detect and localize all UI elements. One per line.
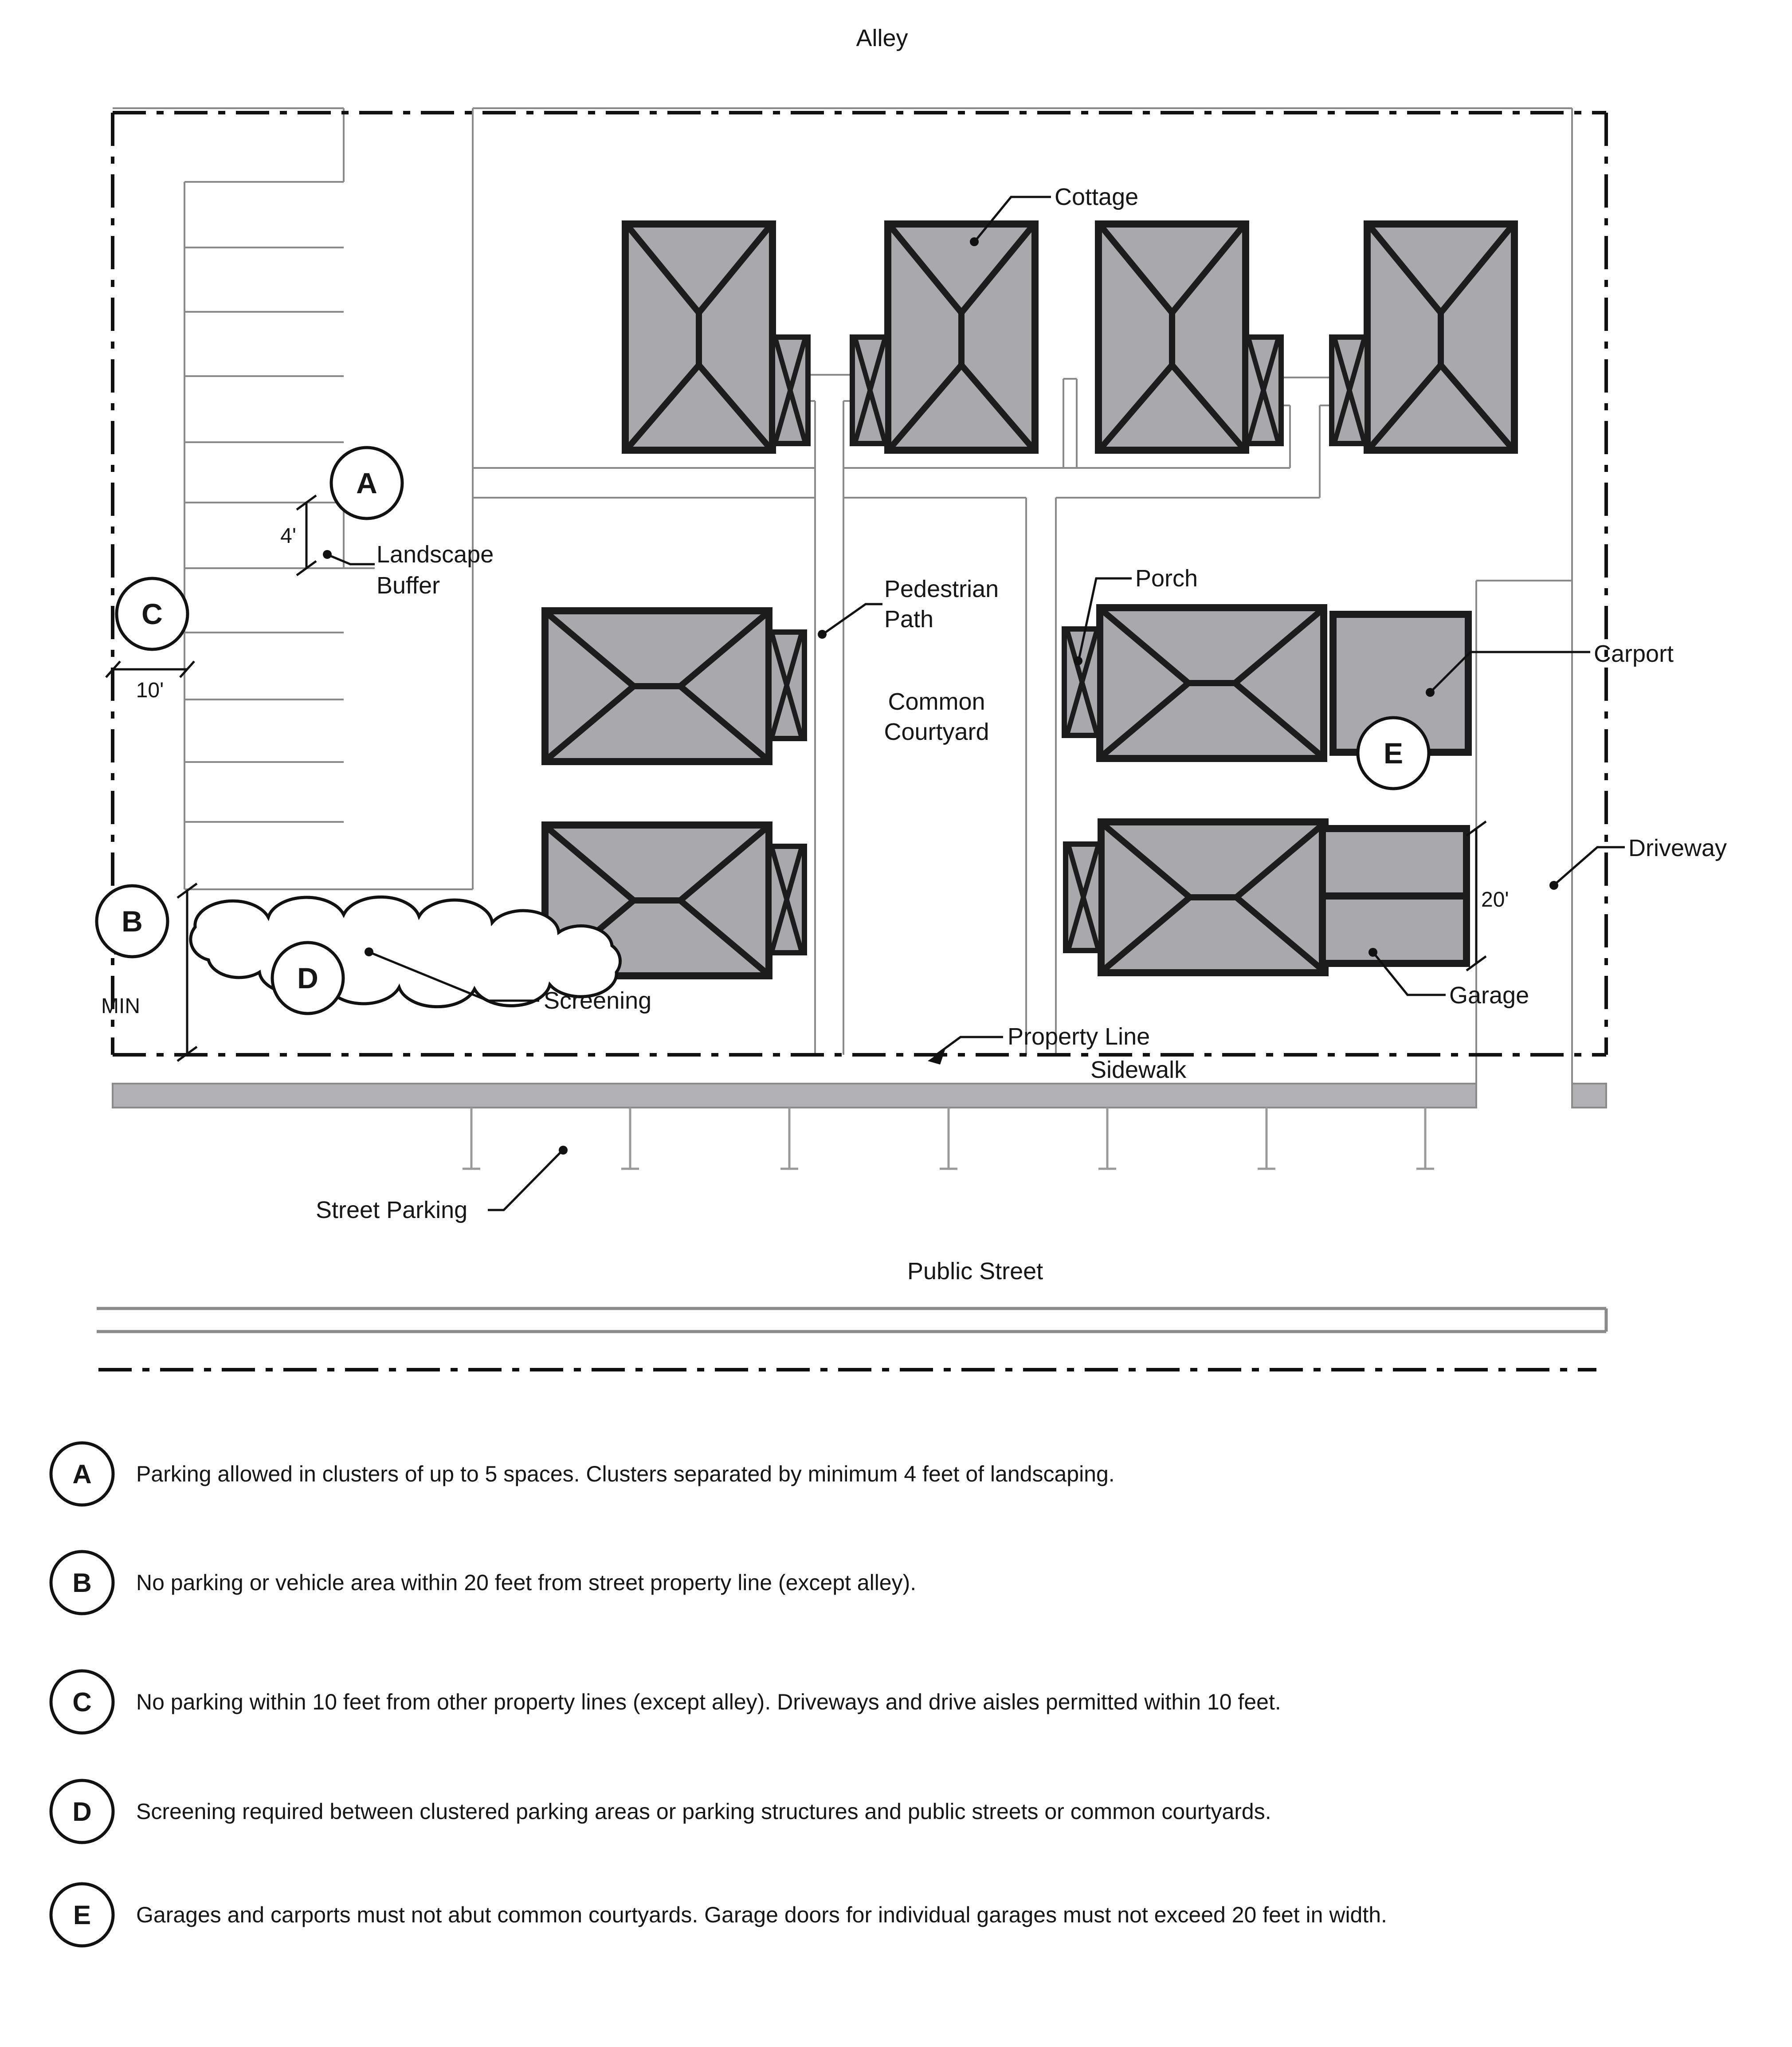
note-c-letter: C — [72, 1687, 92, 1717]
callout-c-letter: C — [141, 597, 163, 630]
garage-label: Garage — [1449, 982, 1529, 1009]
cottage-1 — [625, 224, 772, 450]
porch-cottage-1 — [772, 337, 808, 444]
landscape-buffer-leader — [329, 555, 375, 564]
dimension-landscape-buffer — [280, 495, 316, 575]
porch-cottage-2 — [852, 337, 888, 444]
pedestrian-path-label-line2: Path — [884, 606, 934, 633]
callout-b-letter: B — [122, 905, 143, 938]
driveway-label: Driveway — [1628, 835, 1727, 861]
common-courtyard-label-line2: Courtyard — [884, 719, 989, 745]
porch-cottage-3 — [1246, 337, 1281, 444]
callout-d-circle — [272, 943, 343, 1014]
note-row-b — [51, 1552, 916, 1614]
porch-cottage-8 — [1066, 844, 1101, 951]
porch-cottage-5 — [769, 632, 804, 739]
note-row-d — [51, 1780, 1271, 1843]
callout-a-letter: A — [356, 467, 377, 499]
callout-e-letter: E — [1383, 737, 1404, 770]
driveway-leader — [1555, 847, 1625, 884]
note-d-text: Screening required between clustered parking areas or parking structures and public streets or common courtyards. — [136, 1799, 1271, 1824]
notes-legend — [51, 1443, 1387, 1946]
sidewalk-label: Sidewalk — [1090, 1057, 1187, 1083]
public-street-label: Public Street — [907, 1258, 1043, 1285]
dim-10ft-label: 10' — [136, 679, 164, 702]
dim-min-label: MIN — [101, 994, 140, 1018]
callout-e-circle — [1358, 718, 1429, 789]
porch-cottage-4 — [1332, 337, 1367, 444]
sidewalk-band — [113, 1084, 1606, 1108]
pedestrian-path-leader — [824, 604, 882, 633]
cottage-2 — [888, 224, 1035, 450]
cottages-left-column — [545, 611, 804, 976]
note-a-letter: A — [72, 1459, 92, 1489]
cottage-8 — [1101, 822, 1325, 973]
porch-cottage-6 — [769, 846, 804, 953]
cottage-4 — [1367, 224, 1514, 450]
note-b-letter: B — [72, 1568, 92, 1598]
note-e-text: Garages and carports must not abut common courtyards. Garage doors for individual garages must not exceed 20 feet in width. — [136, 1902, 1387, 1927]
cottage-label: Cottage — [1055, 184, 1139, 210]
landscape-buffer-label-line1: Landscape — [376, 541, 494, 568]
cottage-5 — [545, 611, 769, 762]
note-row-a — [51, 1443, 1115, 1505]
street-parking-leader — [488, 1151, 561, 1210]
property-line-label: Property Line — [1008, 1023, 1150, 1050]
note-d-letter: D — [72, 1797, 92, 1827]
dim-garage-20ft-label: 20' — [1481, 888, 1509, 912]
cottages-right-column — [1064, 608, 1468, 973]
pedestrian-path-label-line1: Pedestrian — [884, 576, 999, 602]
callout-d-letter: D — [297, 962, 318, 994]
street-parking-ticks — [463, 1108, 1434, 1169]
note-c-text: No parking within 10 feet from other property lines (except alley). Driveways and drive aisles permitted within 10 feet. — [136, 1689, 1281, 1714]
dim-4ft-label: 4' — [280, 524, 296, 548]
note-b-text: No parking or vehicle area within 20 feet from street property line (except alley). — [136, 1570, 917, 1595]
screening-label: Screening — [544, 987, 652, 1014]
note-row-c — [51, 1671, 1281, 1733]
landscape-buffer-label-line2: Buffer — [376, 572, 440, 599]
callout-a-circle — [331, 448, 402, 519]
note-row-e — [51, 1884, 1387, 1946]
carport-label: Carport — [1594, 640, 1674, 667]
street-parking-label: Street Parking — [316, 1197, 468, 1223]
common-courtyard-label-line1: Common — [888, 688, 985, 715]
garage-structure — [1322, 829, 1467, 963]
callout-c-circle — [117, 578, 188, 649]
porch-label: Porch — [1135, 565, 1198, 592]
dimension-garage-width — [1467, 821, 1509, 970]
alley-label: Alley — [856, 25, 908, 51]
note-a-text: Parking allowed in clusters of up to 5 spaces. Clusters separated by minimum 4 feet of landscaping. — [136, 1462, 1115, 1486]
callout-b-circle — [97, 886, 168, 957]
dimension-side-setback — [106, 661, 194, 702]
cottage-7 — [1100, 608, 1324, 758]
cottage-3 — [1098, 224, 1246, 450]
street-curb-lines — [97, 1308, 1606, 1332]
note-e-letter: E — [73, 1900, 91, 1930]
cottages-top-row — [625, 224, 1514, 450]
